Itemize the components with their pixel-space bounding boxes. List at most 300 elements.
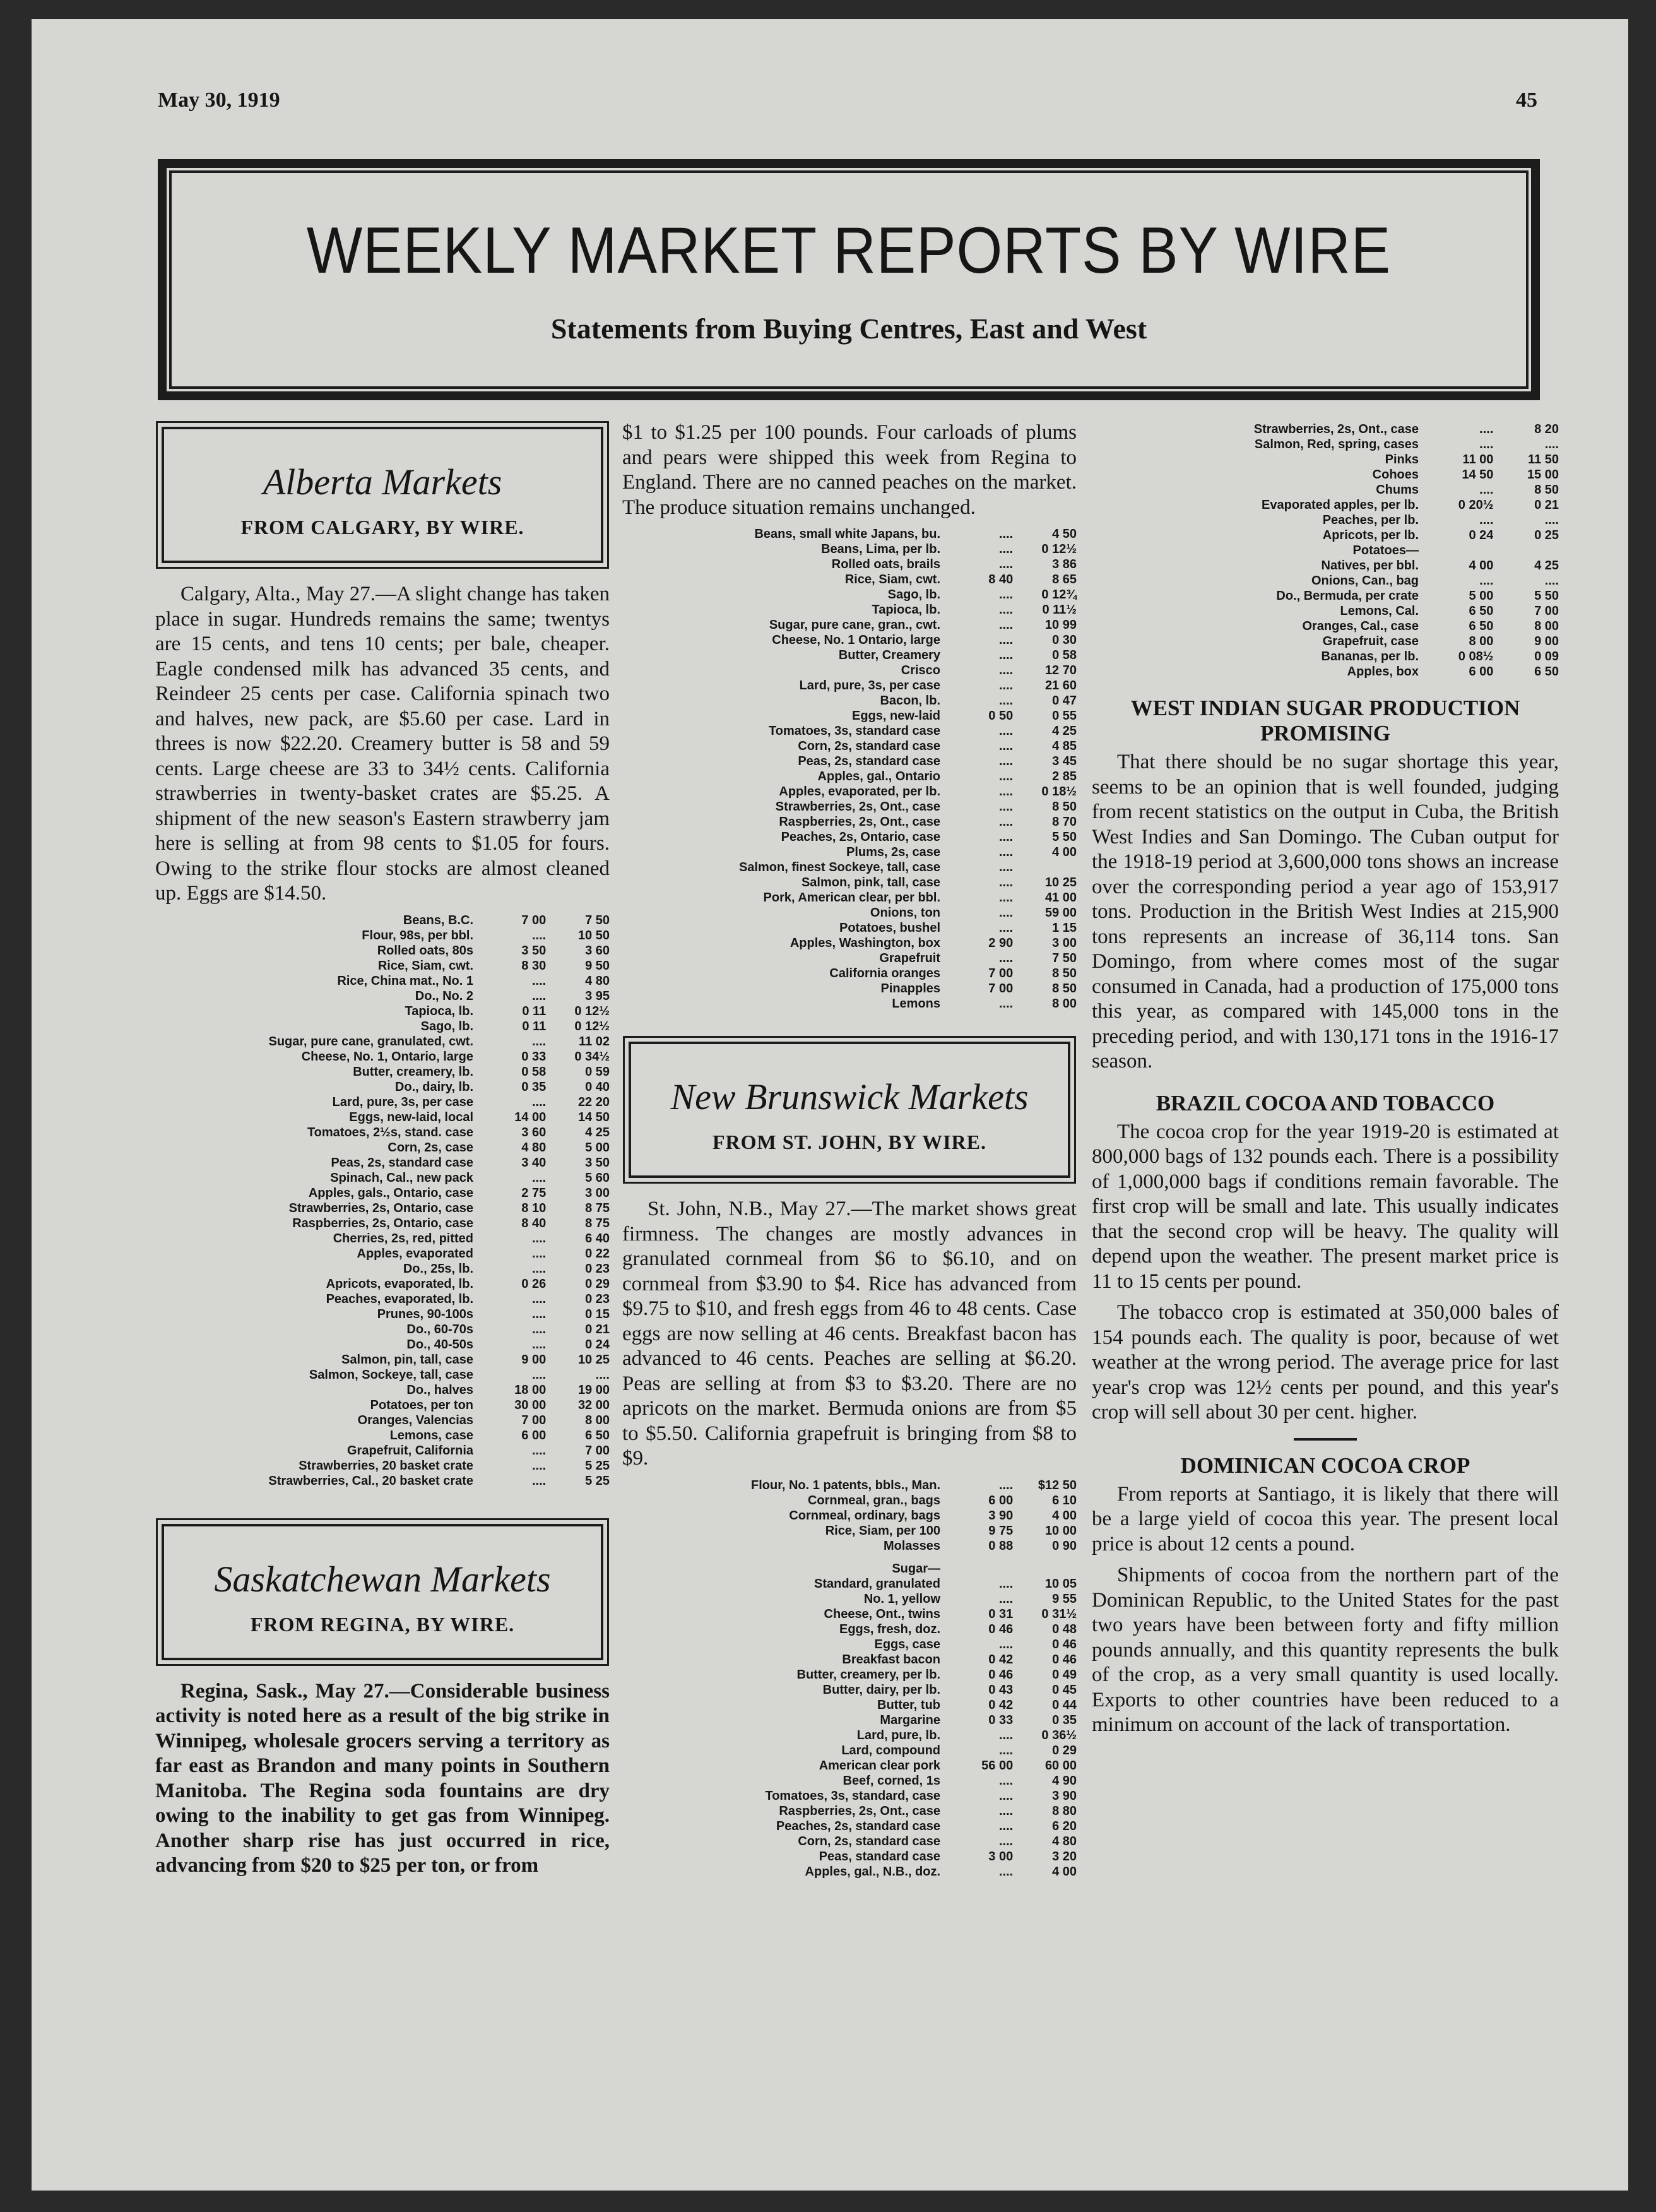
- price-low: ....: [998, 1576, 1014, 1591]
- commodity-name: Lemons: [892, 997, 941, 1011]
- price-low: ....: [1479, 437, 1494, 451]
- price-high: 0 90: [1052, 1538, 1077, 1553]
- price-low: ....: [998, 754, 1014, 768]
- commodity-name: Strawberries, 2s, Ontario, case: [288, 1201, 474, 1215]
- price-low: 0 24: [1469, 528, 1494, 542]
- price-high: 4 25: [1534, 559, 1559, 573]
- price-row: [622, 723, 1077, 739]
- price-low: ....: [998, 997, 1014, 1011]
- price-row: [622, 951, 1077, 966]
- price-low: ....: [998, 800, 1014, 814]
- price-row: [622, 875, 1077, 890]
- price-row: [622, 845, 1077, 860]
- commodity-name: Salmon, pink, tall, case: [801, 876, 941, 889]
- commodity-name: Molasses: [883, 1538, 941, 1553]
- price-low: ....: [531, 1231, 547, 1246]
- price-row: [622, 1758, 1077, 1773]
- price-row: [155, 1110, 610, 1125]
- price-row: [622, 905, 1077, 920]
- price-low: 0 58: [521, 1064, 547, 1079]
- price-row: [1092, 588, 1559, 604]
- commodity-name: Sago, lb.: [420, 1019, 474, 1033]
- new-brunswick-report: St. John, N.B., May 27.—The market shows great firmness. The changes are mostly advances in granulated cornmeal from $6 to $6.10, and on cornmeal from $3.90 to $4. Rice has advanced from $9.75 to $10, and fresh eggs from 46 to 48 cents. Case eggs are now selling at 46 cents. Breakfast bacon has advanced to 46 cents. Peaches are selling at $6.20. Peas are selling at from $3 to $3.20. There are no apricots on the market. Bermuda onions are from $5 to $5.50. California grapefruit is bringing from $8 to $9.: [622, 1198, 1077, 1470]
- price-row: [1092, 482, 1559, 497]
- price-high: 0 12½: [1041, 542, 1077, 556]
- price-row: [1092, 528, 1559, 543]
- price-low: 4 80: [521, 1140, 547, 1155]
- price-high: 4 50: [1052, 527, 1077, 541]
- brazil-tobacco-paragraph: The tobacco crop is estimated at 350,000 bales of 154 pounds each. The quality is poor, because of wet weather at the wrong period. The average price for last year's crop was 12½ cents per pound, and this year's crop will sell about 30 per cent. higher.: [1092, 1301, 1559, 1424]
- price-low: ....: [998, 891, 1014, 905]
- price-row: [155, 1079, 610, 1095]
- commodity-name: Cheese, Ont., twins: [824, 1607, 941, 1621]
- price-row: [155, 1064, 610, 1079]
- price-low: ....: [531, 1170, 547, 1185]
- price-low: ....: [1479, 513, 1494, 527]
- price-low: 6 50: [1469, 604, 1494, 618]
- west-indian-sugar-article: That there should be no sugar shortage this year, seems to be an opinion that is well founded, judging from recent statistics on the output in Cuba, the British West Indies and San Domingo. The Cuban output for the 1918-19 period at 3,600,000 tons shows an increase over the corresponding period a year ago of 153,917 tons. Production in the British West Indies at 215,900 tons represents an increase of 36,114 tons. San Domingo, from where comes most of the sugar consumed in Canada, had a production of 175,000 tons this year, as compared with 145,000 tons in the preceding period, and with 130,171 tons in the 1916-17 season.: [1092, 751, 1559, 1073]
- price-low: 9 75: [988, 1523, 1014, 1538]
- price-high: 4 25: [585, 1125, 610, 1139]
- price-low: ....: [1479, 483, 1494, 497]
- page-subtitle: Statements from Buying Centres, East and West: [550, 312, 1147, 345]
- price-high: 7 00: [1534, 604, 1559, 618]
- price-low: [1419, 543, 1493, 558]
- commodity-name: Cheese, No. 1 Ontario, large: [772, 633, 941, 647]
- price-high: 5 50: [1052, 830, 1077, 844]
- commodity-name: Cheese, No. 1, Ontario, large: [301, 1049, 474, 1064]
- commodity-name: Rice, Siam, cwt.: [844, 573, 941, 586]
- price-high: 0 49: [1052, 1667, 1077, 1682]
- price-high: 0 47: [1052, 694, 1077, 708]
- commodity-name: Strawberries, 20 basket crate: [299, 1458, 474, 1473]
- price-row: [622, 830, 1077, 845]
- price-low: 0 42: [988, 1698, 1014, 1712]
- commodity-name: Butter, creamery, lb.: [353, 1064, 474, 1079]
- price-high: 0 21: [1534, 498, 1559, 512]
- commodity-name: Peaches, per lb.: [1322, 513, 1419, 527]
- price-row: [1092, 634, 1559, 649]
- price-low: ....: [998, 633, 1014, 647]
- page-title: WEEKLY MARKET REPORTS BY WIRE: [306, 214, 1392, 287]
- price-row: [155, 1473, 610, 1489]
- commodity-name: Eggs, fresh, doz.: [839, 1622, 941, 1636]
- price-low: 11 00: [1462, 453, 1494, 467]
- price-high: 6 40: [585, 1231, 610, 1246]
- price-row: [1092, 664, 1559, 679]
- price-high: ....: [1544, 437, 1559, 451]
- price-low: 0 26: [521, 1276, 547, 1291]
- price-low: 7 00: [521, 913, 547, 927]
- commodity-name: Potatoes, bushel: [839, 921, 941, 935]
- commodity-name: Peas, 2s, standard case: [798, 754, 941, 768]
- price-row: [622, 1607, 1077, 1622]
- commodity-name: Beans, small white Japans, bu.: [754, 527, 941, 541]
- price-high: 8 50: [1052, 982, 1077, 996]
- price-low: 0 33: [988, 1713, 1014, 1727]
- price-low: 18 00: [514, 1382, 547, 1397]
- price-low: 0 11: [522, 1004, 547, 1018]
- price-high: ....: [1544, 513, 1559, 527]
- price-row: [622, 1804, 1077, 1819]
- price-low: ....: [1479, 422, 1494, 436]
- price-row: [622, 860, 1077, 875]
- price-high: 0 44: [1052, 1698, 1077, 1712]
- column-2: [622, 420, 1077, 1887]
- commodity-name: Onions, ton: [870, 906, 941, 920]
- commodity-name: Sugar, pure cane, granulated, cwt.: [268, 1034, 474, 1049]
- price-low: 8 10: [521, 1201, 547, 1215]
- price-low: 8 40: [521, 1216, 547, 1230]
- price-low: 0 31: [988, 1607, 1014, 1621]
- price-low: 6 00: [521, 1428, 547, 1442]
- price-low: 3 60: [521, 1125, 547, 1139]
- price-low: ....: [531, 1307, 547, 1321]
- price-high: 41 00: [1044, 891, 1077, 905]
- price-low: 0 46: [988, 1622, 1014, 1636]
- price-high: 0 12½: [574, 1004, 610, 1018]
- price-low: ....: [998, 663, 1014, 677]
- price-low: ....: [998, 906, 1014, 920]
- price-row: [622, 587, 1077, 602]
- west-indian-sugar-heading: WEST INDIAN SUGAR PRODUCTION PROMISING: [1130, 696, 1520, 746]
- price-high: 21 60: [1044, 679, 1077, 693]
- price-high: 12 70: [1044, 663, 1077, 677]
- price-low: ....: [998, 588, 1014, 602]
- price-row: [622, 1493, 1077, 1508]
- price-high: 0 59: [585, 1064, 610, 1079]
- commodity-name: Butter, dairy, per lb.: [822, 1682, 941, 1697]
- price-high: 8 50: [1052, 966, 1077, 980]
- price-high: 7 00: [585, 1443, 610, 1458]
- price-row: [622, 602, 1077, 617]
- price-row: [622, 920, 1077, 936]
- price-high: 8 00: [1052, 997, 1077, 1011]
- price-row: [155, 1443, 610, 1458]
- price-high: $12 50: [1038, 1478, 1077, 1492]
- price-row: [622, 526, 1077, 542]
- commodity-name: Onions, Can., bag: [1311, 574, 1419, 588]
- price-row: [622, 890, 1077, 905]
- price-high: 10 00: [1044, 1523, 1077, 1538]
- price-row: [622, 1508, 1077, 1523]
- price-high: 0 36½: [1041, 1728, 1077, 1742]
- price-low: 7 00: [988, 966, 1014, 980]
- price-low: ....: [531, 1261, 547, 1276]
- price-low: 3 50: [521, 943, 547, 958]
- issue-date: May 30, 1919: [158, 88, 280, 112]
- price-low: 3 40: [521, 1155, 547, 1170]
- commodity-name: Strawberries, 2s, Ont., case: [1253, 422, 1419, 436]
- price-high: 0 09: [1534, 650, 1559, 663]
- price-high: 4 90: [1052, 1773, 1077, 1788]
- price-high: 0 12¾: [1041, 588, 1077, 602]
- price-low: ....: [998, 830, 1014, 844]
- new-brunswick-price-table-b: [622, 1561, 1077, 1879]
- price-low: ....: [531, 1292, 547, 1306]
- price-high: 0 15: [585, 1307, 610, 1321]
- price-row: [1092, 619, 1559, 634]
- commodity-name: Corn, 2s, standard case: [798, 739, 941, 753]
- price-row: [622, 1652, 1077, 1667]
- price-row: [622, 542, 1077, 557]
- price-row: [1092, 604, 1559, 619]
- price-row: [155, 1428, 610, 1443]
- price-high: 6 50: [1534, 665, 1559, 679]
- price-low: ....: [531, 1322, 547, 1336]
- commodity-name: Standard, granulated: [813, 1576, 941, 1591]
- alberta-report: Calgary, Alta., May 27.—A slight change has taken place in sugar. Hundreds remains the same; twentys are 15 cents, and tens 10 cents; per bale, cheaper. Eagle condensed milk has advanced 35 cents, and Reindeer 25 cents per case. California spinach two and halves, new pack, are $5.60 per case. Lard in threes is now $22.20. Creamery butter is 58 and 59 cents. Large cheese are 33 to 34½ cents. California strawberries in twenty-basket crates are $5.25. A shipment of the new season's Eastern strawberry jam here is selling at from 98 cents to $1.05 for fours. Owing to the strike flour stocks are almost cleaned up. Eggs are $14.50.: [155, 583, 610, 905]
- price-low: ....: [531, 1367, 547, 1382]
- commodity-name: Tomatoes, 2½s, stand. case: [307, 1125, 474, 1139]
- price-high: 22 20: [577, 1095, 610, 1109]
- price-high: 10 25: [577, 1352, 610, 1367]
- price-low: 5 00: [1469, 589, 1494, 603]
- price-row: [155, 913, 610, 928]
- commodity-name: Peas, standard case: [819, 1849, 941, 1864]
- commodity-name: Eggs, new-laid, local: [349, 1110, 474, 1124]
- price-low: ....: [998, 815, 1014, 829]
- price-high: 3 45: [1052, 754, 1077, 768]
- commodity-name: Butter, Creamery: [838, 648, 941, 662]
- price-high: 0 34½: [574, 1049, 610, 1064]
- commodity-name: Oranges, Valencias: [357, 1413, 474, 1427]
- price-low: ....: [998, 739, 1014, 753]
- price-low: ....: [531, 1473, 547, 1488]
- price-low: ....: [998, 694, 1014, 708]
- price-low: 0 88: [988, 1538, 1014, 1553]
- commodity-name: Pinks: [1385, 453, 1419, 467]
- commodity-name: Do., dairy, lb.: [394, 1079, 474, 1094]
- price-low: ....: [998, 1834, 1014, 1848]
- price-row: [155, 1352, 610, 1367]
- commodity-name: California oranges: [829, 966, 941, 980]
- commodity-name: Corn, 2s, case: [387, 1140, 474, 1155]
- price-row: [1092, 497, 1559, 513]
- price-row: [622, 1728, 1077, 1743]
- price-row: [622, 1523, 1077, 1538]
- price-row: [622, 1622, 1077, 1637]
- price-high: 7 50: [585, 913, 610, 927]
- commodity-name: Do., 60-70s: [406, 1322, 474, 1336]
- price-high: 2 85: [1052, 770, 1077, 783]
- price-low: ....: [531, 1458, 547, 1473]
- price-row: [155, 1004, 610, 1019]
- price-low: ....: [531, 1034, 547, 1049]
- price-low: ....: [1479, 574, 1494, 588]
- commodity-name: Corn, 2s, standard case: [798, 1834, 941, 1848]
- price-row: [622, 784, 1077, 799]
- price-row: [622, 1864, 1077, 1879]
- price-row: [155, 1413, 610, 1428]
- price-low: ....: [998, 1637, 1014, 1651]
- commodity-name: Do., 40-50s: [406, 1337, 474, 1352]
- price-row: [622, 1834, 1077, 1849]
- price-low: 2 90: [988, 936, 1014, 950]
- price-high: 0 30: [1052, 633, 1077, 647]
- price-high: 1 15: [1052, 921, 1077, 935]
- price-high: 15 00: [1527, 468, 1559, 482]
- price-high: 8 75: [585, 1216, 610, 1230]
- price-row: [622, 1713, 1077, 1728]
- price-row: [155, 1155, 610, 1170]
- price-high: 3 00: [585, 1186, 610, 1200]
- price-high: 8 65: [1052, 573, 1077, 586]
- price-low: 6 00: [1469, 665, 1494, 679]
- price-row: [155, 943, 610, 958]
- commodity-name: Peaches, 2s, standard case: [776, 1819, 941, 1833]
- price-row: [622, 1591, 1077, 1607]
- commodity-name: Peas, 2s, standard case: [331, 1155, 474, 1170]
- new-brunswick-price-table-continued: [1092, 422, 1559, 679]
- commodity-name: Cherries, 2s, red, pitted: [333, 1231, 474, 1246]
- price-high: 14 50: [577, 1110, 610, 1124]
- new-brunswick-heading-box: [629, 1042, 1070, 1178]
- price-high: 4 80: [585, 973, 610, 988]
- commodity-name: Evaporated apples, per lb.: [1262, 498, 1419, 512]
- new-brunswick-title: New Brunswick Markets: [670, 1076, 1029, 1117]
- price-low: ....: [998, 845, 1014, 859]
- price-high: 0 21: [585, 1322, 610, 1336]
- price-low: ....: [998, 542, 1014, 556]
- price-row: [622, 814, 1077, 830]
- price-high: 8 50: [1534, 483, 1559, 497]
- price-high: 0 29: [585, 1276, 610, 1291]
- price-row: [1092, 467, 1559, 482]
- commodity-name: Apples, evaporated: [357, 1246, 474, 1261]
- price-low: ....: [998, 557, 1014, 571]
- price-row: [155, 1216, 610, 1231]
- page-banner: [158, 159, 1540, 400]
- price-low: ....: [531, 1443, 547, 1458]
- price-row: [622, 1773, 1077, 1788]
- price-row: [1092, 558, 1559, 573]
- price-high: 8 70: [1052, 815, 1077, 829]
- price-row: [622, 981, 1077, 996]
- price-high: 4 85: [1052, 739, 1077, 753]
- price-low: 0 08½: [1458, 650, 1494, 663]
- price-low: 8 40: [988, 573, 1014, 586]
- price-low: ....: [531, 1337, 547, 1352]
- price-low: ....: [998, 876, 1014, 889]
- price-low: 0 20½: [1458, 498, 1494, 512]
- price-high: 5 60: [585, 1170, 610, 1185]
- saskatchewan-report-continued: $1 to $1.25 per 100 pounds. Four carloads of plums and pears were shipped this week from Regina to England. There are no canned peaches on the market. The produce situation remains unchanged.: [622, 421, 1077, 519]
- commodity-name: Raspberries, 2s, Ont., case: [779, 815, 941, 829]
- price-high: 5 50: [1534, 589, 1559, 603]
- price-low: 30 00: [514, 1398, 547, 1412]
- price-low: ....: [998, 860, 1014, 874]
- price-row: [622, 1849, 1077, 1864]
- price-low: 8 30: [521, 958, 547, 973]
- price-row: [155, 1034, 610, 1049]
- price-row: [622, 648, 1077, 663]
- price-low: 0 33: [521, 1049, 547, 1064]
- commodity-name: Crisco: [901, 663, 941, 677]
- commodity-name: Lemons, Cal.: [1340, 604, 1419, 618]
- brazil-cocoa-heading: BRAZIL COCOA AND TOBACCO: [1156, 1090, 1495, 1115]
- commodity-name: Rice, China mat., No. 1: [337, 973, 474, 988]
- price-low: 3 00: [988, 1849, 1014, 1864]
- price-low: 6 50: [1469, 619, 1494, 633]
- price-row: [155, 1140, 610, 1155]
- price-high: 4 00: [1052, 845, 1077, 859]
- commodity-name: Grapefruit, case: [1322, 634, 1419, 648]
- price-low: ....: [998, 951, 1014, 965]
- price-row: [155, 1322, 610, 1337]
- price-high: 4 25: [1052, 724, 1077, 738]
- commodity-name: Sugar, pure cane, gran., cwt.: [769, 618, 941, 632]
- price-high: 0 23: [585, 1261, 610, 1276]
- price-low: 7 00: [521, 1413, 547, 1427]
- price-high: [1013, 1561, 1077, 1576]
- price-low: ....: [998, 603, 1014, 617]
- price-low: 14 00: [514, 1110, 547, 1124]
- commodity-name: Bananas, per lb.: [1321, 650, 1419, 663]
- price-low: ....: [998, 724, 1014, 738]
- price-row: [155, 1337, 610, 1352]
- commodity-name: Tapioca, lb.: [872, 603, 941, 617]
- commodity-name: Rolled oats, 80s: [377, 943, 474, 958]
- commodity-name: Tapioca, lb.: [405, 1004, 474, 1018]
- price-low: ....: [531, 1095, 547, 1109]
- commodity-name: Cornmeal, ordinary, bags: [789, 1508, 941, 1523]
- price-row: [1092, 573, 1559, 588]
- price-low: 0 43: [988, 1682, 1014, 1697]
- commodity-name: Pork, American clear, per bbl.: [763, 891, 941, 905]
- commodity-name: Do., No. 2: [415, 989, 474, 1003]
- price-row: [155, 1186, 610, 1201]
- price-low: ....: [998, 1773, 1014, 1788]
- price-low: ....: [531, 989, 547, 1003]
- price-row: [155, 1125, 610, 1140]
- price-row: [622, 1561, 1077, 1576]
- price-high: 11 50: [1528, 453, 1559, 467]
- commodity-name: Apples, evaporated, per lb.: [779, 785, 941, 799]
- commodity-name: Natives, per bbl.: [1321, 559, 1419, 573]
- price-low: ....: [998, 1819, 1014, 1833]
- price-high: 0 35: [1052, 1713, 1077, 1727]
- price-row: [622, 1667, 1077, 1682]
- commodity-name: Lard, pure, 3s, per case: [799, 679, 941, 693]
- price-high: 0 31½: [1041, 1607, 1077, 1621]
- commodity-name: Eggs, case: [874, 1637, 941, 1651]
- commodity-name: Raspberries, 2s, Ontario, case: [292, 1216, 474, 1230]
- price-row: [155, 1201, 610, 1216]
- price-row: [622, 663, 1077, 678]
- alberta-subtitle: FROM CALGARY, BY WIRE.: [240, 516, 524, 538]
- saskatchewan-price-table: [622, 526, 1077, 1011]
- commodity-name: Beans, Lima, per lb.: [821, 542, 941, 556]
- price-low: ....: [998, 1788, 1014, 1803]
- new-brunswick-price-table-a: [622, 1478, 1077, 1554]
- commodity-name: Margarine: [880, 1713, 941, 1727]
- commodity-name: Salmon, Sockeye, tall, case: [309, 1367, 474, 1382]
- price-row: [155, 1398, 610, 1413]
- commodity-name: Eggs, new-laid: [851, 709, 941, 723]
- price-low: 0 50: [988, 709, 1014, 723]
- brazil-cocoa-paragraph: The cocoa crop for the year 1919-20 is estimated at 800,000 bags of 132 pounds each. There is a possibility of 1,000,000 bags if conditions remain favorable. The first crop will be small and late. This usually indicates that the second crop will be heavy. The quality will depend upon the weather. The present market price is 11 to 15 cents per pound.: [1092, 1120, 1559, 1293]
- price-high: 3 50: [585, 1155, 610, 1170]
- price-low: ....: [998, 648, 1014, 662]
- price-low: ....: [998, 921, 1014, 935]
- price-low: 2 75: [521, 1186, 547, 1200]
- price-high: 0 25: [1534, 528, 1559, 542]
- commodity-name: Grapefruit: [879, 951, 941, 965]
- price-row: [622, 572, 1077, 587]
- price-high: 3 95: [585, 989, 610, 1003]
- saskatchewan-subtitle: FROM REGINA, BY WIRE.: [250, 1612, 515, 1636]
